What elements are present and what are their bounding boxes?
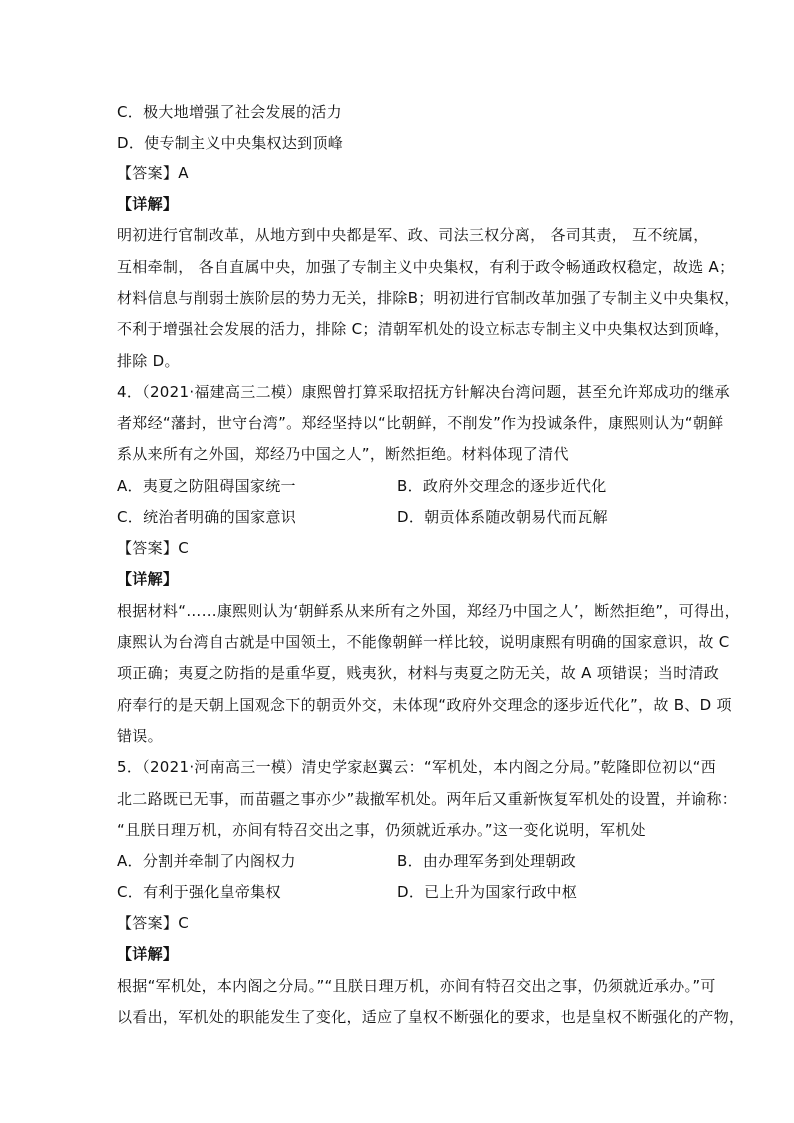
q5-option-d: D．已上升为国家行政中枢: [397, 883, 578, 901]
q3-detail-line: 互相牵制， 各自直属中央，加强了专制主义中央集权，有利于政令畅通政权稳定，故选 A；: [117, 258, 735, 276]
q3-detail-label: 【详解】: [117, 195, 179, 213]
q3-detail-line: 明初进行官制改革，从地方到中央都是军、政、司法三权分离， 各司其责， 互不统属，: [117, 226, 709, 244]
q3-detail-line: 材料信息与削弱士族阶层的势力无关，排除B；明初进行官制改革加强了专制主义中央集权，: [117, 289, 740, 307]
q5-stem-line: 北二路既已无事，而苗疆之事亦少”裁撤军机处。两年后又重新恢复军机处的设置，并谕称：: [117, 790, 738, 808]
q4-option-a: A．夷夏之防阻碍国家统一: [117, 477, 296, 495]
q5-detail-line: 根据“军机处，本内阁之分局。”“且朕日理万机，亦间有特召交出之事，仍须就近承办。”可: [117, 977, 716, 995]
q5-option-c: C．有利于强化皇帝集权: [117, 883, 281, 901]
q5-stem-line: 5．（2021·河南高三一模）清史学家赵翼云：“军机处，本内阁之分局。”乾隆即位初以“西: [117, 758, 717, 776]
q5-detail-label: 【详解】: [117, 945, 179, 963]
q4-option-b: B．政府外交理念的逐步近代化: [397, 477, 607, 495]
q4-detail-line: 康熙认为台湾自古就是中国领土，不能像朝鲜一样比较，说明康熙有明确的国家意识，故 C: [117, 633, 730, 651]
q4-detail-label: 【详解】: [117, 570, 179, 588]
q3-detail-line: 不利于增强社会发展的活力，排除 C；清朝军机处的设立标志专制主义中央集权达到顶峰，: [117, 320, 730, 338]
q4-answer: 【答案】C: [117, 539, 189, 557]
q4-option-d: D．朝贡体系随改朝易代而瓦解: [397, 508, 608, 526]
q5-option-a: A．分割并牵制了内阁权力: [117, 852, 296, 870]
q3-detail-line: 排除 D。: [117, 352, 180, 370]
q4-detail-line: 错误。: [117, 727, 163, 745]
q3-option-c: C．极大地增强了社会发展的活力: [117, 103, 342, 121]
q4-stem-line: 者郑经“藩封，世守台湾”。郑经坚持以“比朝鲜，不削发”作为投诚条件，康熙则认为“朝鲜: [117, 414, 724, 432]
q4-detail-line: 根据材料“……康熙则认为‘朝鲜系从来所有之外国，郑经乃中国之人’，断然拒绝”，可得出，: [117, 602, 740, 620]
q3-option-d: D．使专制主义中央集权达到顶峰: [117, 134, 344, 152]
q5-stem-line: “且朕日理万机，亦间有特召交出之事，仍须就近承办。”这一变化说明，军机处: [117, 821, 646, 839]
q4-option-c: C．统治者明确的国家意识: [117, 508, 297, 526]
q5-option-b: B．由办理军务到处理朝政: [397, 852, 576, 870]
q3-answer: 【答案】A: [117, 164, 189, 182]
q4-stem-line: 4．（2021·福建高三二模）康熙曾打算采取招抚方针解决台湾问题，甚至允许郑成功的继承: [117, 383, 730, 401]
q4-detail-line: 府奉行的是天朝上国观念下的朝贡外交，未体现“政府外交理念的逐步近代化”，故 B、D 项: [117, 696, 732, 714]
q5-detail-line: 以看出，军机处的职能发生了变化，适应了皇权不断强化的要求，也是皇权不断强化的产物，: [117, 1008, 745, 1026]
q4-detail-line: 项正确；夷夏之防指的是重华夏，贱夷狄，材料与夷夏之防无关，故 A 项错误；当时清政: [117, 664, 720, 682]
q5-answer: 【答案】C: [117, 914, 189, 932]
q4-stem-line: 系从来所有之外国，郑经乃中国之人”，断然拒绝。材料体现了清代: [117, 445, 569, 463]
